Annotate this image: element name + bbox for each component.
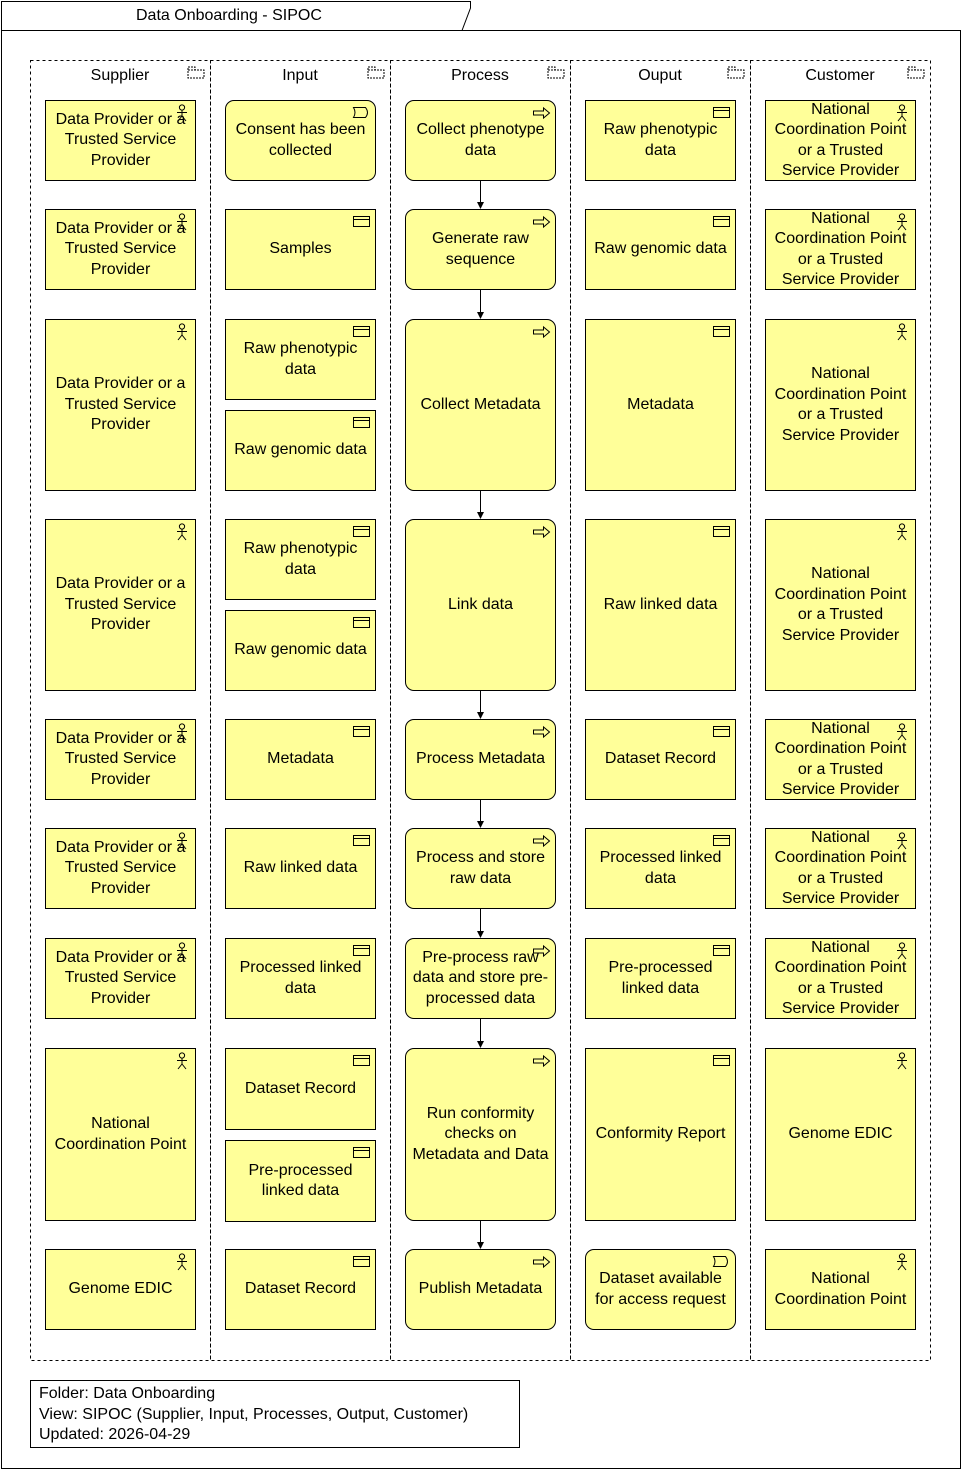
customer-box[interactable]	[765, 828, 916, 909]
process-box[interactable]	[405, 519, 556, 691]
input-box-label: Pre-processed linked data	[248, 1161, 353, 1199]
input-box-label: Processed linked data	[239, 959, 362, 997]
diagram-title-tab	[2, 2, 472, 30]
input-box[interactable]	[225, 319, 376, 400]
supplier-box-label: Data Provider or a Trusted Service Provider	[55, 575, 186, 634]
supplier-box[interactable]	[45, 319, 196, 491]
customer-box[interactable]	[765, 1048, 916, 1221]
note-view: View: SIPOC (Supplier, Input, Processes, Output, Customer)	[39, 1405, 469, 1423]
output-box[interactable]	[585, 319, 736, 491]
lane-title-supplier: Supplier	[90, 67, 150, 84]
output-box-label: Conformity Report	[595, 1125, 726, 1143]
supplier-box-label: Data Provider or a Trusted Service Provider	[55, 838, 186, 897]
process-arrow-icon	[532, 832, 552, 850]
process-arrow-icon	[532, 942, 552, 960]
actor-icon	[892, 523, 912, 541]
data-object-icon	[712, 523, 732, 541]
actor-icon	[892, 104, 912, 122]
input-box-label: Raw linked data	[243, 859, 358, 877]
customer-box[interactable]	[765, 1249, 916, 1330]
actor-icon	[172, 323, 192, 341]
process-box-label: Run conformity checks on Metadata and Data	[412, 1104, 549, 1163]
data-object-icon	[352, 523, 372, 541]
process-box[interactable]	[405, 828, 556, 909]
process-box-label: Process and store raw data	[416, 849, 545, 887]
customer-box-label: National Coordination Point or a Trusted Service Provider	[774, 719, 907, 798]
supplier-box-label: Data Provider or a Trusted Service Provider	[55, 948, 186, 1007]
input-box-label: Raw genomic data	[234, 641, 367, 659]
input-box[interactable]	[225, 209, 376, 290]
process-box[interactable]	[405, 100, 556, 181]
customer-box-label: National Coordination Point or a Trusted Service Provider	[774, 565, 907, 644]
input-box[interactable]	[225, 938, 376, 1019]
output-box-label: Processed linked data	[599, 849, 722, 887]
supplier-box[interactable]	[45, 938, 196, 1019]
actor-icon	[892, 1253, 912, 1271]
supplier-box[interactable]	[45, 719, 196, 800]
actor-icon	[172, 832, 192, 850]
input-box-label: Consent has been collected	[235, 121, 366, 159]
process-box-label: Generate raw sequence	[432, 230, 529, 268]
event-icon	[712, 1253, 732, 1271]
process-box[interactable]	[405, 1048, 556, 1221]
diagram-title: Data Onboarding - SIPOC	[136, 7, 322, 24]
input-box-label: Dataset Record	[244, 1280, 357, 1298]
output-box[interactable]	[585, 828, 736, 909]
output-box-label: Raw genomic data	[594, 240, 727, 258]
process-box[interactable]	[405, 209, 556, 290]
output-box-label: Metadata	[627, 395, 694, 413]
data-object-icon	[712, 104, 732, 122]
customer-box[interactable]	[765, 209, 916, 290]
input-box[interactable]	[225, 610, 376, 691]
actor-icon	[892, 723, 912, 741]
input-box[interactable]	[225, 410, 376, 491]
data-object-icon	[712, 723, 732, 741]
supplier-box-label: Genome EDIC	[68, 1280, 173, 1298]
supplier-box[interactable]	[45, 1048, 196, 1221]
customer-box[interactable]	[765, 938, 916, 1019]
supplier-box[interactable]	[45, 100, 196, 181]
process-arrow-icon	[532, 523, 552, 541]
actor-icon	[892, 1052, 912, 1070]
process-box-label: Publish Metadata	[418, 1280, 543, 1298]
data-object-icon	[712, 832, 732, 850]
view-info-note	[30, 1380, 520, 1448]
data-object-icon	[352, 1052, 372, 1070]
data-object-icon	[352, 1253, 372, 1271]
data-object-icon	[712, 213, 732, 231]
input-box-label: Metadata	[267, 750, 334, 768]
customer-box-label: National Coordination Point or a Trusted Service Provider	[774, 209, 907, 288]
lane-title-output: Ouput	[638, 67, 682, 84]
data-object-icon	[352, 942, 372, 960]
actor-icon	[892, 832, 912, 850]
input-box[interactable]	[225, 1140, 376, 1222]
supplier-box-label: National Coordination Point	[54, 1115, 187, 1153]
data-object-icon	[352, 1144, 372, 1162]
process-arrow-icon	[532, 1052, 552, 1070]
input-box[interactable]	[225, 1249, 376, 1330]
customer-box[interactable]	[765, 319, 916, 491]
supplier-box-label: Data Provider or a Trusted Service Provider	[55, 219, 186, 278]
actor-icon	[892, 942, 912, 960]
input-box[interactable]	[225, 519, 376, 600]
actor-icon	[172, 1253, 192, 1271]
supplier-box[interactable]	[45, 828, 196, 909]
process-box-label: Process Metadata	[416, 750, 545, 768]
customer-box[interactable]	[765, 719, 916, 800]
data-object-icon	[352, 323, 372, 341]
output-box-label: Dataset Record	[604, 750, 717, 768]
lane-title-process: Process	[451, 67, 509, 84]
customer-box-label: National Coordination Point	[774, 1270, 907, 1308]
output-box[interactable]	[585, 719, 736, 800]
output-box-label: Dataset available for access request	[595, 1270, 726, 1308]
process-box-label: Collect phenotype data	[416, 121, 545, 159]
customer-box-label: National Coordination Point or a Trusted Service Provider	[774, 828, 907, 907]
data-object-icon	[352, 832, 372, 850]
process-box-label: Pre-process raw data and store pre-processed data	[412, 948, 549, 1007]
lane-title-input: Input	[282, 67, 318, 84]
process-box-label: Link data	[448, 595, 513, 613]
process-arrow-icon	[532, 1253, 552, 1271]
input-box[interactable]	[225, 100, 376, 181]
actor-icon	[892, 213, 912, 231]
output-box-label: Pre-processed linked data	[608, 959, 713, 997]
supplier-box[interactable]	[45, 1249, 196, 1330]
data-object-icon	[352, 414, 372, 432]
process-box-label: Collect Metadata	[420, 395, 541, 413]
output-box[interactable]	[585, 209, 736, 290]
output-box[interactable]	[585, 519, 736, 691]
output-box[interactable]	[585, 100, 736, 181]
data-object-icon	[352, 213, 372, 231]
note-updated: Updated: 2026-04-29	[39, 1426, 191, 1443]
note-folder: Folder: Data Onboarding	[39, 1385, 216, 1402]
actor-icon	[172, 723, 192, 741]
data-object-icon	[352, 614, 372, 632]
process-arrow-icon	[532, 104, 552, 122]
actor-icon	[172, 942, 192, 960]
actor-icon	[172, 1052, 192, 1070]
process-box[interactable]	[405, 319, 556, 491]
supplier-box[interactable]	[45, 209, 196, 290]
process-box[interactable]	[405, 719, 556, 800]
input-box-label: Raw phenotypic data	[243, 340, 358, 378]
lane-title-customer: Customer	[805, 67, 875, 84]
process-arrow-icon	[532, 323, 552, 341]
data-object-icon	[712, 942, 732, 960]
supplier-box-label: Data Provider or a Trusted Service Provider	[55, 375, 186, 434]
input-box-label: Raw phenotypic data	[243, 540, 358, 578]
actor-icon	[892, 323, 912, 341]
input-box-label: Samples	[269, 240, 332, 258]
process-box[interactable]	[405, 938, 556, 1019]
output-box[interactable]	[585, 1048, 736, 1221]
process-box[interactable]	[405, 1249, 556, 1330]
output-box[interactable]	[585, 1249, 736, 1330]
input-box[interactable]	[225, 828, 376, 909]
actor-icon	[172, 104, 192, 122]
process-arrow-icon	[532, 723, 552, 741]
customer-box[interactable]	[765, 519, 916, 691]
customer-box-label: National Coordination Point or a Trusted Service Provider	[774, 100, 907, 179]
data-object-icon	[712, 323, 732, 341]
supplier-box-label: Data Provider or a Trusted Service Provider	[55, 729, 186, 788]
customer-box-label: National Coordination Point or a Trusted Service Provider	[774, 938, 907, 1017]
customer-box-label: Genome EDIC	[788, 1125, 893, 1143]
event-icon	[352, 104, 372, 122]
supplier-box[interactable]	[45, 519, 196, 691]
process-arrow-icon	[532, 213, 552, 231]
output-box[interactable]	[585, 938, 736, 1019]
output-box-label: Raw linked data	[603, 595, 718, 613]
actor-icon	[172, 213, 192, 231]
customer-box[interactable]	[765, 100, 916, 181]
input-box-label: Dataset Record	[244, 1079, 357, 1097]
actor-icon	[172, 523, 192, 541]
data-object-icon	[352, 723, 372, 741]
output-box-label: Raw phenotypic data	[603, 121, 718, 159]
input-box[interactable]	[225, 719, 376, 800]
supplier-box-label: Data Provider or a Trusted Service Provider	[55, 110, 186, 169]
input-box[interactable]	[225, 1048, 376, 1130]
customer-box-label: National Coordination Point or a Trusted Service Provider	[774, 365, 907, 444]
input-box-label: Raw genomic data	[234, 441, 367, 459]
data-object-icon	[712, 1052, 732, 1070]
